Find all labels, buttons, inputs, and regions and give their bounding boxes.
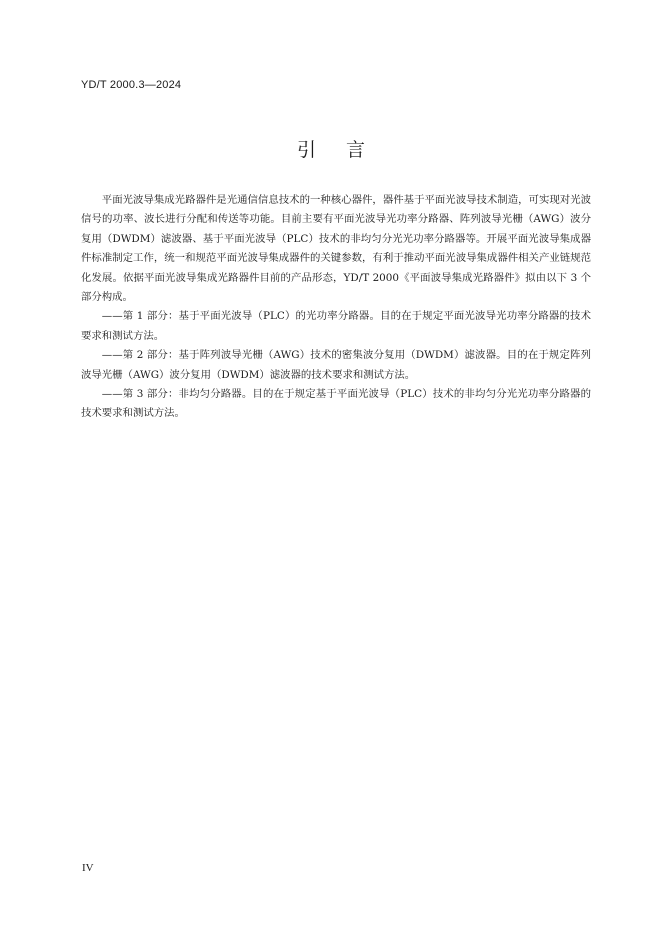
page-number: IV xyxy=(82,862,94,874)
section-title: 引言 xyxy=(296,139,395,161)
body-content xyxy=(81,191,591,424)
list-item-part-1: ——第 1 部分：基于平面光波导（PLC）的光功率分路器。目的在于规定平面光波导光功率分路器的技术要求和测试方法。 xyxy=(81,310,591,342)
intro-paragraph: 平面光波导集成光路器件是光通信信息技术的一种核心器件，器件基于平面光波导技术制造，可实现对光波信号的功率、波长进行分配和传送等功能。目前主要有平面光波导光功率分路器、阵列波导光栅（AWG）波分复用（DWDM）滤波器、基于平面光波导（PLC）技术的非均匀分光光功率分路器等。开展平面光波导集成器件标准制定工作，统一和规范平面光波导集成器件的关键参数，有利于推动平面光波导集成器件相关产业链规范化发展。依据平面光波导集成光路器件目前的产品形态，YD/T 2000《平面波导集成光路器件》拟由以下 3 个部分构成。 xyxy=(81,194,591,304)
document-code: YD/T 2000.3—2024 xyxy=(81,79,182,91)
list-item-part-2: ——第 2 部分：基于阵列波导光栅（AWG）技术的密集波分复用（DWDM）滤波器。目的在于规定阵列波导光栅（AWG）波分复用（DWDM）滤波器的技术要求和测试方法。 xyxy=(81,349,591,381)
list-item-part-3: ——第 3 部分：非均匀分路器。目的在于规定基于平面光波导（PLC）技术的非均匀分光光功率分路器的技术要求和测试方法。 xyxy=(81,388,591,420)
